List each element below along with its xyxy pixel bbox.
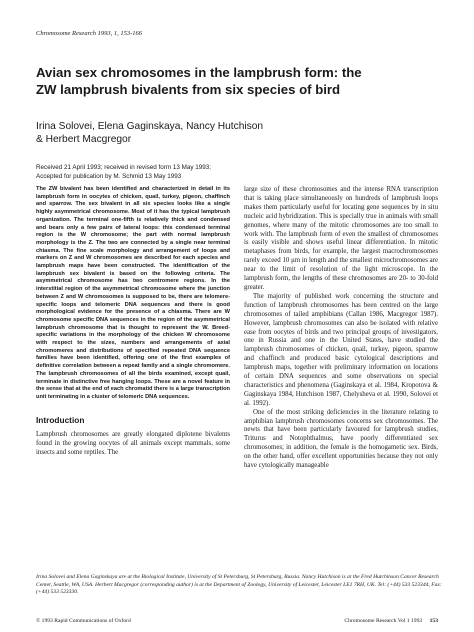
right-column: [244, 186, 438, 471]
article-title: [36, 64, 446, 98]
authors-line-2: & Herbert Macgregor: [36, 134, 132, 145]
left-column: [36, 186, 230, 457]
received-line-2: Accepted for publication by M. Schmid 13 May 1993: [36, 172, 182, 180]
body-paragraph-3: One of the most striking deficiencies in the literature relating to amphibian lampbrush chromosomes concerns sex chromosomes. The newts that have been particularly favoured for lampbrush studies, Triturus and Notophthalmus, have poorly differentiated sex chromosomes; in addition, the female is the homogametic sex. Birds, on the other hand, offer excellent opportunities because they not only have cytologically manageable: [244, 408, 438, 470]
journal-citation: Chromosome Research 1993, 1, 153-166: [36, 30, 143, 37]
body-paragraph-1: large size of these chromosomes and the intense RNA transcription that is taking place simultaneously on hundreds of lampbrush loops makes them particularly useful for locating gene sequences by in situ nucleic acid hybridization. This is specially true in animals with small genomes, where many of the mitotic chromosomes are too small to work with. The lampbrush form of even the smallest of chromosomes is easily visible and shows useful linear differentiation. In mitotic metaphases from birds, for example, the largest macrochromosomes rarely exceed 10 μm in length and the smallest microchromosomes are near to the limit of resolution of the light microscope. In the lampbrush form, the lengths of these chromosomes are 20- to 30-fold greater.: [244, 186, 438, 291]
author-affiliations: Irina Solovei and Elena Gaginskaya are at the Biological Institute, University of St Petersburg, St Petersburg, Russia. Nancy Hutchison is at the Fred Hutchinson Cancer Research Center, Seattle, WA, USA. Herbert Macgregor (corresponding author) is at the Department of Zoology, University of Leicester, Leicester LE1 7RH, UK. Tel: (+44) 533 523344, Fax: (+44) 533 523330.: [36, 574, 442, 595]
title-line-1: Avian sex chromosomes in the lampbrush form: the: [36, 65, 362, 80]
page-number: 153: [429, 618, 438, 624]
footer-journal: Chromosome Research Vol 1 1993: [344, 618, 423, 624]
footer-copyright: © 1993 Rapid Communications of Oxford: [36, 618, 131, 624]
received-line-1: Received 21 April 1993; received in revised form 13 May 1993;: [36, 164, 212, 171]
authors-line-1: Irina Solovei, Elena Gaginskaya, Nancy Hutchison: [36, 121, 264, 132]
intro-paragraph: Lampbrush chromosomes are greatly elongated diplotene bivalents found in the growing oocytes of all animals except mammals, some insects and some reptiles. The: [36, 430, 230, 456]
body-paragraph-2: The majority of published work concerning the structure and function of lampbrush chromosomes has been centred on the large chromosomes of tailed amphibians (Callan 1986, Macgregor 1987). However, lampbrush chromosomes can also be isolated with relative ease from oocytes of birds and two principal groups of investigators, one in Russia and one in the United States, have studied the lampbrush chromosomes of chicken, quail, turkey, pigeon, sparrow and chaffinch and produced basic cytological descriptions and lampbrush maps, together with preliminary information on locations of certain DNA sequences and some observations on special characteristics and phenomena (Gaginskaya et al. 1984, Kropotova & Gaginskaya 1984, Hutchison 1987, Chelysheva et al. 1990, Solovei et al. 1992).: [244, 292, 438, 407]
abstract: The ZW bivalent has been identified and characterized in detail in its lampbrush form in oocytes of chicken, quail, turkey, pigeon, chaffinch and sparrow. The sex bivalent in all six species looks like a single highly asymmetrical chromosome. Most of it has the typical lampbrush organization. The terminal one-fifth is relatively thick and condensed and bears only a few pairs of lateral loops: this condensed terminal region is the W chromosome; the part with normal lampbrush morphology is the Z. The two are connected by a single near terminal chiasma. The fine scale morphology and arrangement of loops and markers on Z and W chromosomes are described for each species and lampbrush maps have been constructed. The identification of the lampbrush sex bivalent is based on the following criteria. The asymmetrical chromosome has two centromere regions. In the interstitial region of the asymmetrical chromosome where the junction between Z and W chromosomes is supposed to be, there are telomere-specific loops and telomeric DNA sequences and there is good morphological evidence for the presence of a chiasma. There are W chromosome specific DNA sequences in the region of the asymmetrical lampbrush chromosome that is thought to represent the W. Breed-specific variations in the morphology of the chicken W chromosome with respect to the sizes, numbers and arrangements of axial chromomeres and distributions of specified repeated DNA sequence families have been identified, offering one of the first examples of definitive correlation between a repeat family and a single chromomere. The lampbrush chromosomes of all the birds examined, except quail, terminate in distinctive free hanging loops. These are a novel feature in the sense that at the end of each chromatid there is a large transcription unit terminating in a cluster of telomeric DNA sequences.: [36, 186, 230, 400]
author-list: [36, 120, 336, 146]
received-dates: [36, 164, 356, 181]
footer-journal-info: [344, 618, 438, 624]
title-line-2: ZW lampbrush bivalents from six species of bird: [36, 82, 341, 97]
introduction-heading: Introduction: [36, 414, 85, 425]
